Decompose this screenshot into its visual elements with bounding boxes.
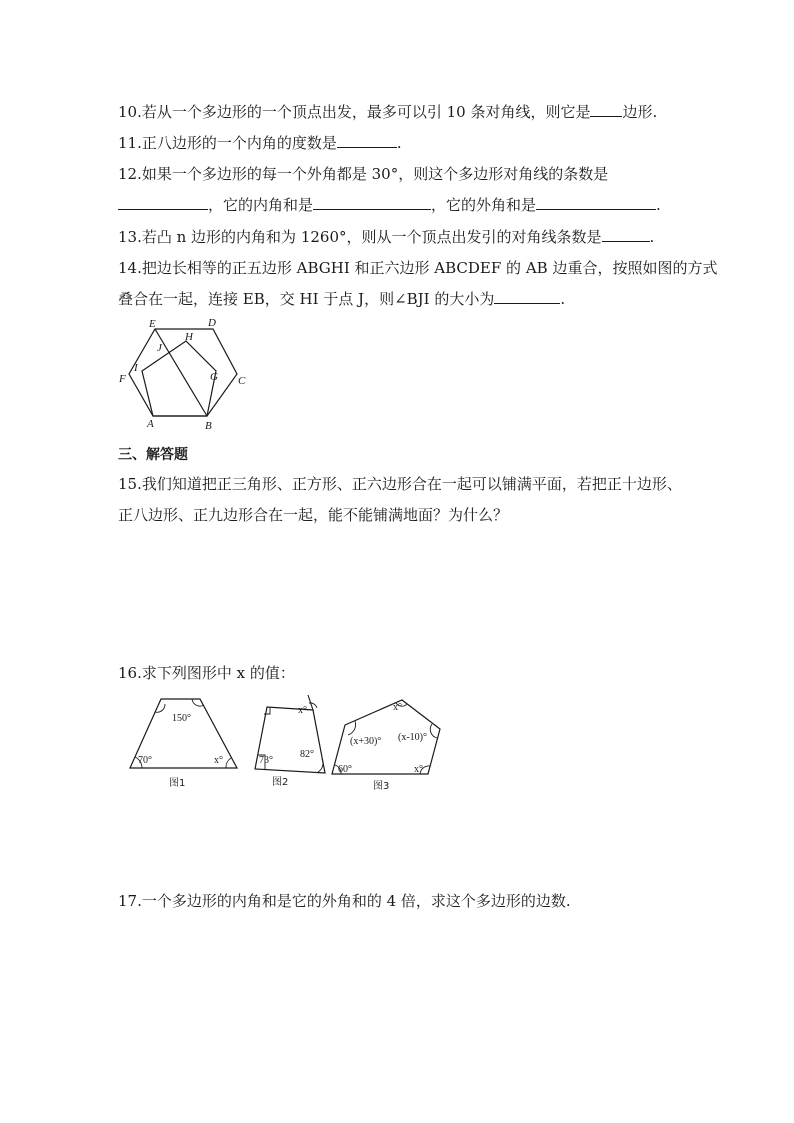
q10-text: 10.若从一个多边形的一个顶点出发，最多可以引 10 条对角线，则它是 [118,103,591,121]
regular-pentagon [142,341,216,416]
q14-text-2: 叠合在一起，连接 EB，交 HI 于点 J，则∠BJI 的大小为 [118,290,495,308]
q14-text-1: 14.把边长相等的正五边形 ABGHI 和正六边形 ABCDEF 的 AB 边重合，按照如图的方式 [118,259,718,277]
q13-suffix: . [649,228,655,246]
label-b: B [205,420,212,432]
q12-blank-3 [536,195,656,210]
fig2-angle-82: 82° [300,749,314,760]
label-i: I [134,362,138,374]
q15-text-1: 15.我们知道把正三角形、正方形、正六边形合在一起可以铺满平面，若把正十边形、 [118,475,682,493]
question-15-line1 [118,474,682,494]
fig1-angle-70: 70° [138,755,152,766]
fig2-angle-73: 73° [259,755,273,766]
label-e: E [149,318,156,330]
label-a: A [147,418,154,430]
section-3-title: 三、解答题 [118,447,188,463]
fig2-angle-x: x° [298,705,307,716]
q14-blank [494,289,560,304]
fig3-caption: 图3 [373,781,390,792]
question-12-line2 [118,195,661,215]
q13-blank [602,227,650,242]
label-d: D [208,317,216,329]
section-title [118,445,188,465]
q10-blank [590,102,622,117]
regular-hexagon [129,329,237,416]
question-10 [118,102,657,122]
q15-text-2: 正八边形、正九边形合在一起，能不能铺满地面？为什么？ [118,506,509,524]
question-15-line2 [118,505,508,525]
q14-suffix: . [560,290,566,308]
q12-end: . [656,196,661,214]
fig1-angle-150: 150° [172,713,191,724]
question-13 [118,227,654,247]
label-f: F [119,373,126,385]
fig2-caption: 图2 [272,777,289,788]
figure-1 [124,693,240,793]
q13-text: 13.若凸 n 边形的内角和为 1260°，则从一个顶点出发引的对角线条数是 [118,228,602,246]
q12-mid2: ，它的外角和是 [431,196,537,214]
fig3-angle-x-bottom: x° [414,764,423,775]
label-h: H [185,331,193,343]
fig1-angle-x: x° [214,755,223,766]
fig3-angle-x-minus-10: (x-10)° [398,732,427,743]
q10-suffix: 边形. [622,103,658,121]
q11-blank [337,133,397,148]
fig3-angle-60: 60° [338,764,352,775]
question-14-line2 [118,289,565,309]
q11-suffix: . [396,134,402,152]
figure-3 [328,693,470,793]
fig3-angle-x-top: x° [393,702,402,713]
label-j: J [157,342,162,354]
question-12-line1 [118,164,608,184]
q12-mid1: ，它的内角和是 [208,196,314,214]
question-17 [118,891,571,911]
hexagon-pentagon-figure [112,316,258,432]
fig3-angle-x-plus-30: (x+30)° [350,736,382,747]
line-eb [155,329,207,416]
question-14-line1 [118,258,717,278]
question-16 [118,663,295,683]
q16-text: 16.求下列图形中 x 的值： [118,664,295,682]
q12-blank-2 [313,195,431,210]
q12-blank-1 [118,195,208,210]
fig1-caption: 图1 [169,778,186,789]
q17-text: 17.一个多边形的内角和是它的外角和的 4 倍，求这个多边形的边数. [118,892,571,910]
label-c: C [238,375,246,387]
label-g: G [210,371,218,383]
question-11 [118,133,402,153]
q12-text: 12.如果一个多边形的每一个外角都是 30°，则这个多边形对角线的条数是 [118,165,609,183]
q11-text: 11.正八边形的一个内角的度数是 [118,134,337,152]
figure-2 [250,693,328,793]
